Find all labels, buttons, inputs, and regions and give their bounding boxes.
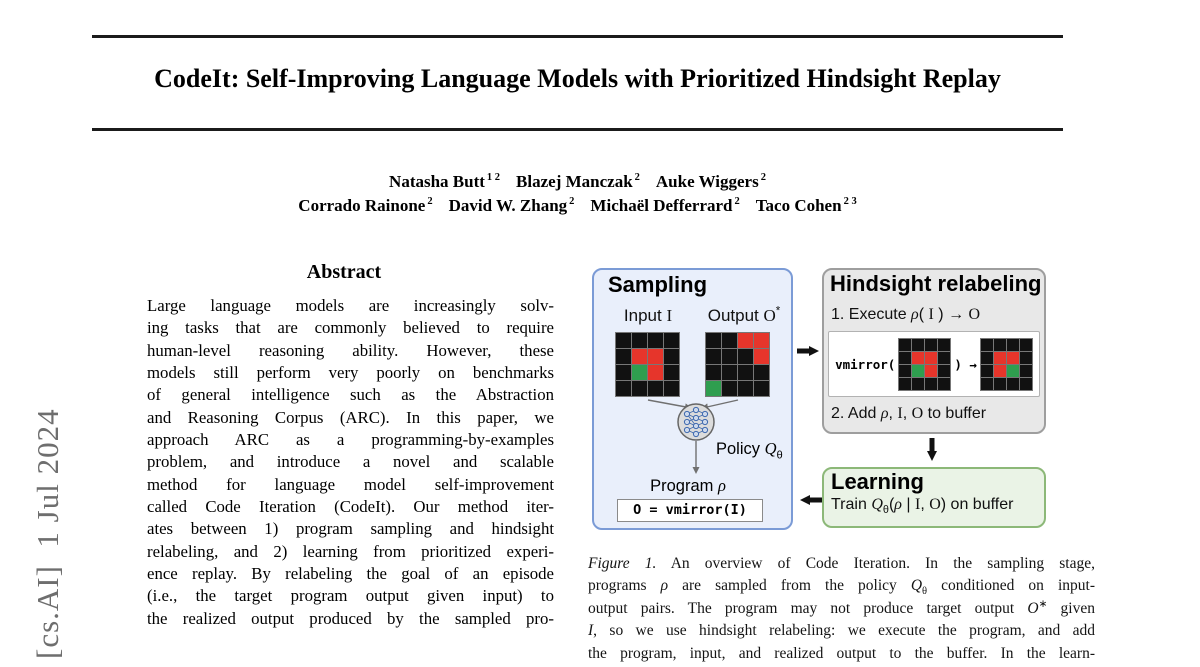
grid-cell (899, 339, 911, 351)
text-line: Figure 1. An overview of Code Iteration. In the sampling stage, (588, 555, 1095, 572)
arc-grid-input (615, 332, 680, 397)
grid-cell (738, 381, 753, 396)
grid-cell (1007, 365, 1019, 377)
grid-cell (899, 352, 911, 364)
grid-cell (632, 365, 647, 380)
author: Corrado Rainone $^2$ (298, 196, 433, 215)
exec-code-open: vmirror( (835, 356, 896, 372)
author: Taco Cohen $^{2 3}$ (755, 196, 857, 215)
text-line: human-level reasoning ability. However, these (147, 340, 554, 360)
grid-cell (738, 333, 753, 348)
figure-caption (588, 555, 1095, 667)
grid-cell (706, 349, 721, 364)
hindsight-step-1: 1. Execute ρ( I ) → O (831, 306, 981, 323)
text-line: ence replay. By relabeling the goal of an episode (147, 564, 554, 584)
grid-cell (1020, 378, 1032, 390)
grid-cell (1020, 365, 1032, 377)
text-line: output pairs. The program may not produce target output O∗ given (588, 598, 1095, 617)
text-line: method for language model self-improvement (147, 474, 554, 494)
author: David W. Zhang $^2$ (448, 196, 575, 215)
text-line: approach ARC as a programming-by-examples (147, 430, 554, 450)
hindsight-step-2: 2. Add ρ, I, O to buffer (831, 405, 987, 422)
grid-cell (1007, 339, 1019, 351)
output-grid-label: Output O* (707, 305, 781, 325)
grid-cell (981, 339, 993, 351)
text-line: (i.e., the target program output given input) to (147, 586, 554, 606)
grid-cell (722, 365, 737, 380)
grid-cell (899, 378, 911, 390)
text-line: of general intelligence such as the Abstraction (147, 385, 554, 405)
grid-cell (754, 349, 769, 364)
text-line: and Reasoning Corpus (ARC). In this paper, we (147, 407, 554, 427)
grid-cell (899, 365, 911, 377)
grid-cell (664, 349, 679, 364)
author-block (92, 170, 1063, 218)
grid-cell (632, 333, 647, 348)
grid-cell (925, 339, 937, 351)
input-grid-label: Input I (623, 306, 673, 325)
sampling-title: Sampling (608, 272, 708, 297)
grid-cell (616, 381, 631, 396)
title-rule-bottom (92, 128, 1063, 131)
text-line: called Code Iteration (CodeIt). Our method iter- (147, 497, 554, 517)
program-code-box: O = vmirror(I) (617, 499, 763, 522)
grid-cell (664, 365, 679, 380)
text-line: programs ρ are sampled from the policy $Q_\theta$ conditioned on input- (588, 577, 1095, 598)
learning-box (822, 467, 1046, 528)
grid-cell (616, 333, 631, 348)
grid-cell (706, 365, 721, 380)
grid-cell (738, 349, 753, 364)
grid-cell (925, 365, 937, 377)
author-line-1 (92, 170, 1063, 194)
policy-label: Policy $Q_\theta$ (716, 439, 783, 462)
grid-cell (912, 339, 924, 351)
train-label: Train $Q_\theta(\rho$ | I, O) on buffer (831, 496, 1014, 517)
grid-cell (754, 333, 769, 348)
text-line: relabeling, and 2) learning from prioritized experi- (147, 541, 554, 561)
grid-cell (981, 365, 993, 377)
grid-cell (648, 365, 663, 380)
grid-cell (722, 381, 737, 396)
grid-cell (912, 365, 924, 377)
grid-cell (938, 365, 950, 377)
grid-cell (648, 349, 663, 364)
arc-grid-exec-input (898, 338, 951, 391)
grid-cell (632, 381, 647, 396)
grid-cell (616, 349, 631, 364)
hindsight-title: Hindsight relabeling (830, 271, 1042, 296)
grid-cell (648, 381, 663, 396)
author: Blazej Manczak $^2$ (516, 172, 640, 191)
grid-cell (632, 349, 647, 364)
grid-cell (1007, 378, 1019, 390)
program-execution-box (828, 331, 1040, 397)
hindsight-relabeling-box (822, 268, 1046, 434)
grid-cell (1020, 352, 1032, 364)
author-line-2 (92, 194, 1063, 218)
grid-cell (1007, 352, 1019, 364)
grid-cell (938, 339, 950, 351)
paper-title: CodeIt: Self-Improving Language Models with Prioritized Hindsight Replay (154, 64, 1001, 93)
arc-grid-realized-output (980, 338, 1033, 391)
grid-cell (994, 339, 1006, 351)
grid-cell (706, 333, 721, 348)
text-line: ates between 1) program sampling and hindsight (147, 519, 554, 539)
text-line: models still perform very poorly on benchmarks (147, 363, 554, 383)
text-line: I, so we use hindsight relabeling: we execute the program, and add (588, 622, 1095, 640)
abstract-heading: Abstract (306, 261, 382, 283)
learning-title: Learning (831, 469, 924, 494)
grid-cell (981, 378, 993, 390)
author: Auke Wiggers $^2$ (655, 172, 766, 191)
author: Michaël Defferrard $^2$ (590, 196, 740, 215)
program-label: Program ρ (650, 476, 726, 495)
arc-grid-target-output (705, 332, 770, 397)
text-line: the realized output produced by the sampled pro- (147, 608, 554, 628)
author: Natasha Butt $^{1 2}$ (389, 172, 501, 191)
title-rule-top (92, 35, 1063, 38)
grid-cell (722, 349, 737, 364)
abstract-body (147, 296, 554, 631)
grid-cell (994, 352, 1006, 364)
text-line: Large language models are increasingly solv- (147, 296, 554, 315)
grid-cell (722, 333, 737, 348)
grid-cell (994, 365, 1006, 377)
arxiv-stamp: [cs.AI] 1 Jul 2024 (30, 408, 65, 659)
grid-cell (664, 333, 679, 348)
grid-cell (616, 365, 631, 380)
grid-cell (925, 352, 937, 364)
grid-cell (754, 381, 769, 396)
grid-cell (912, 352, 924, 364)
grid-cell (925, 378, 937, 390)
grid-cell (912, 378, 924, 390)
sampling-box (592, 268, 793, 530)
exec-code-close: ) → (954, 356, 977, 372)
grid-cell (706, 381, 721, 396)
grid-cell (938, 378, 950, 390)
text-line: problem, and introduce a novel and scalable (147, 452, 554, 472)
grid-cell (981, 352, 993, 364)
grid-cell (738, 365, 753, 380)
text-line: the program, input, and realized output to the buffer. In the learn- (588, 644, 1095, 662)
grid-cell (994, 378, 1006, 390)
grid-cell (1020, 339, 1032, 351)
grid-cell (648, 333, 663, 348)
text-line: ing tasks that are commonly believed to require (147, 318, 554, 338)
grid-cell (664, 381, 679, 396)
grid-cell (754, 365, 769, 380)
grid-cell (938, 352, 950, 364)
